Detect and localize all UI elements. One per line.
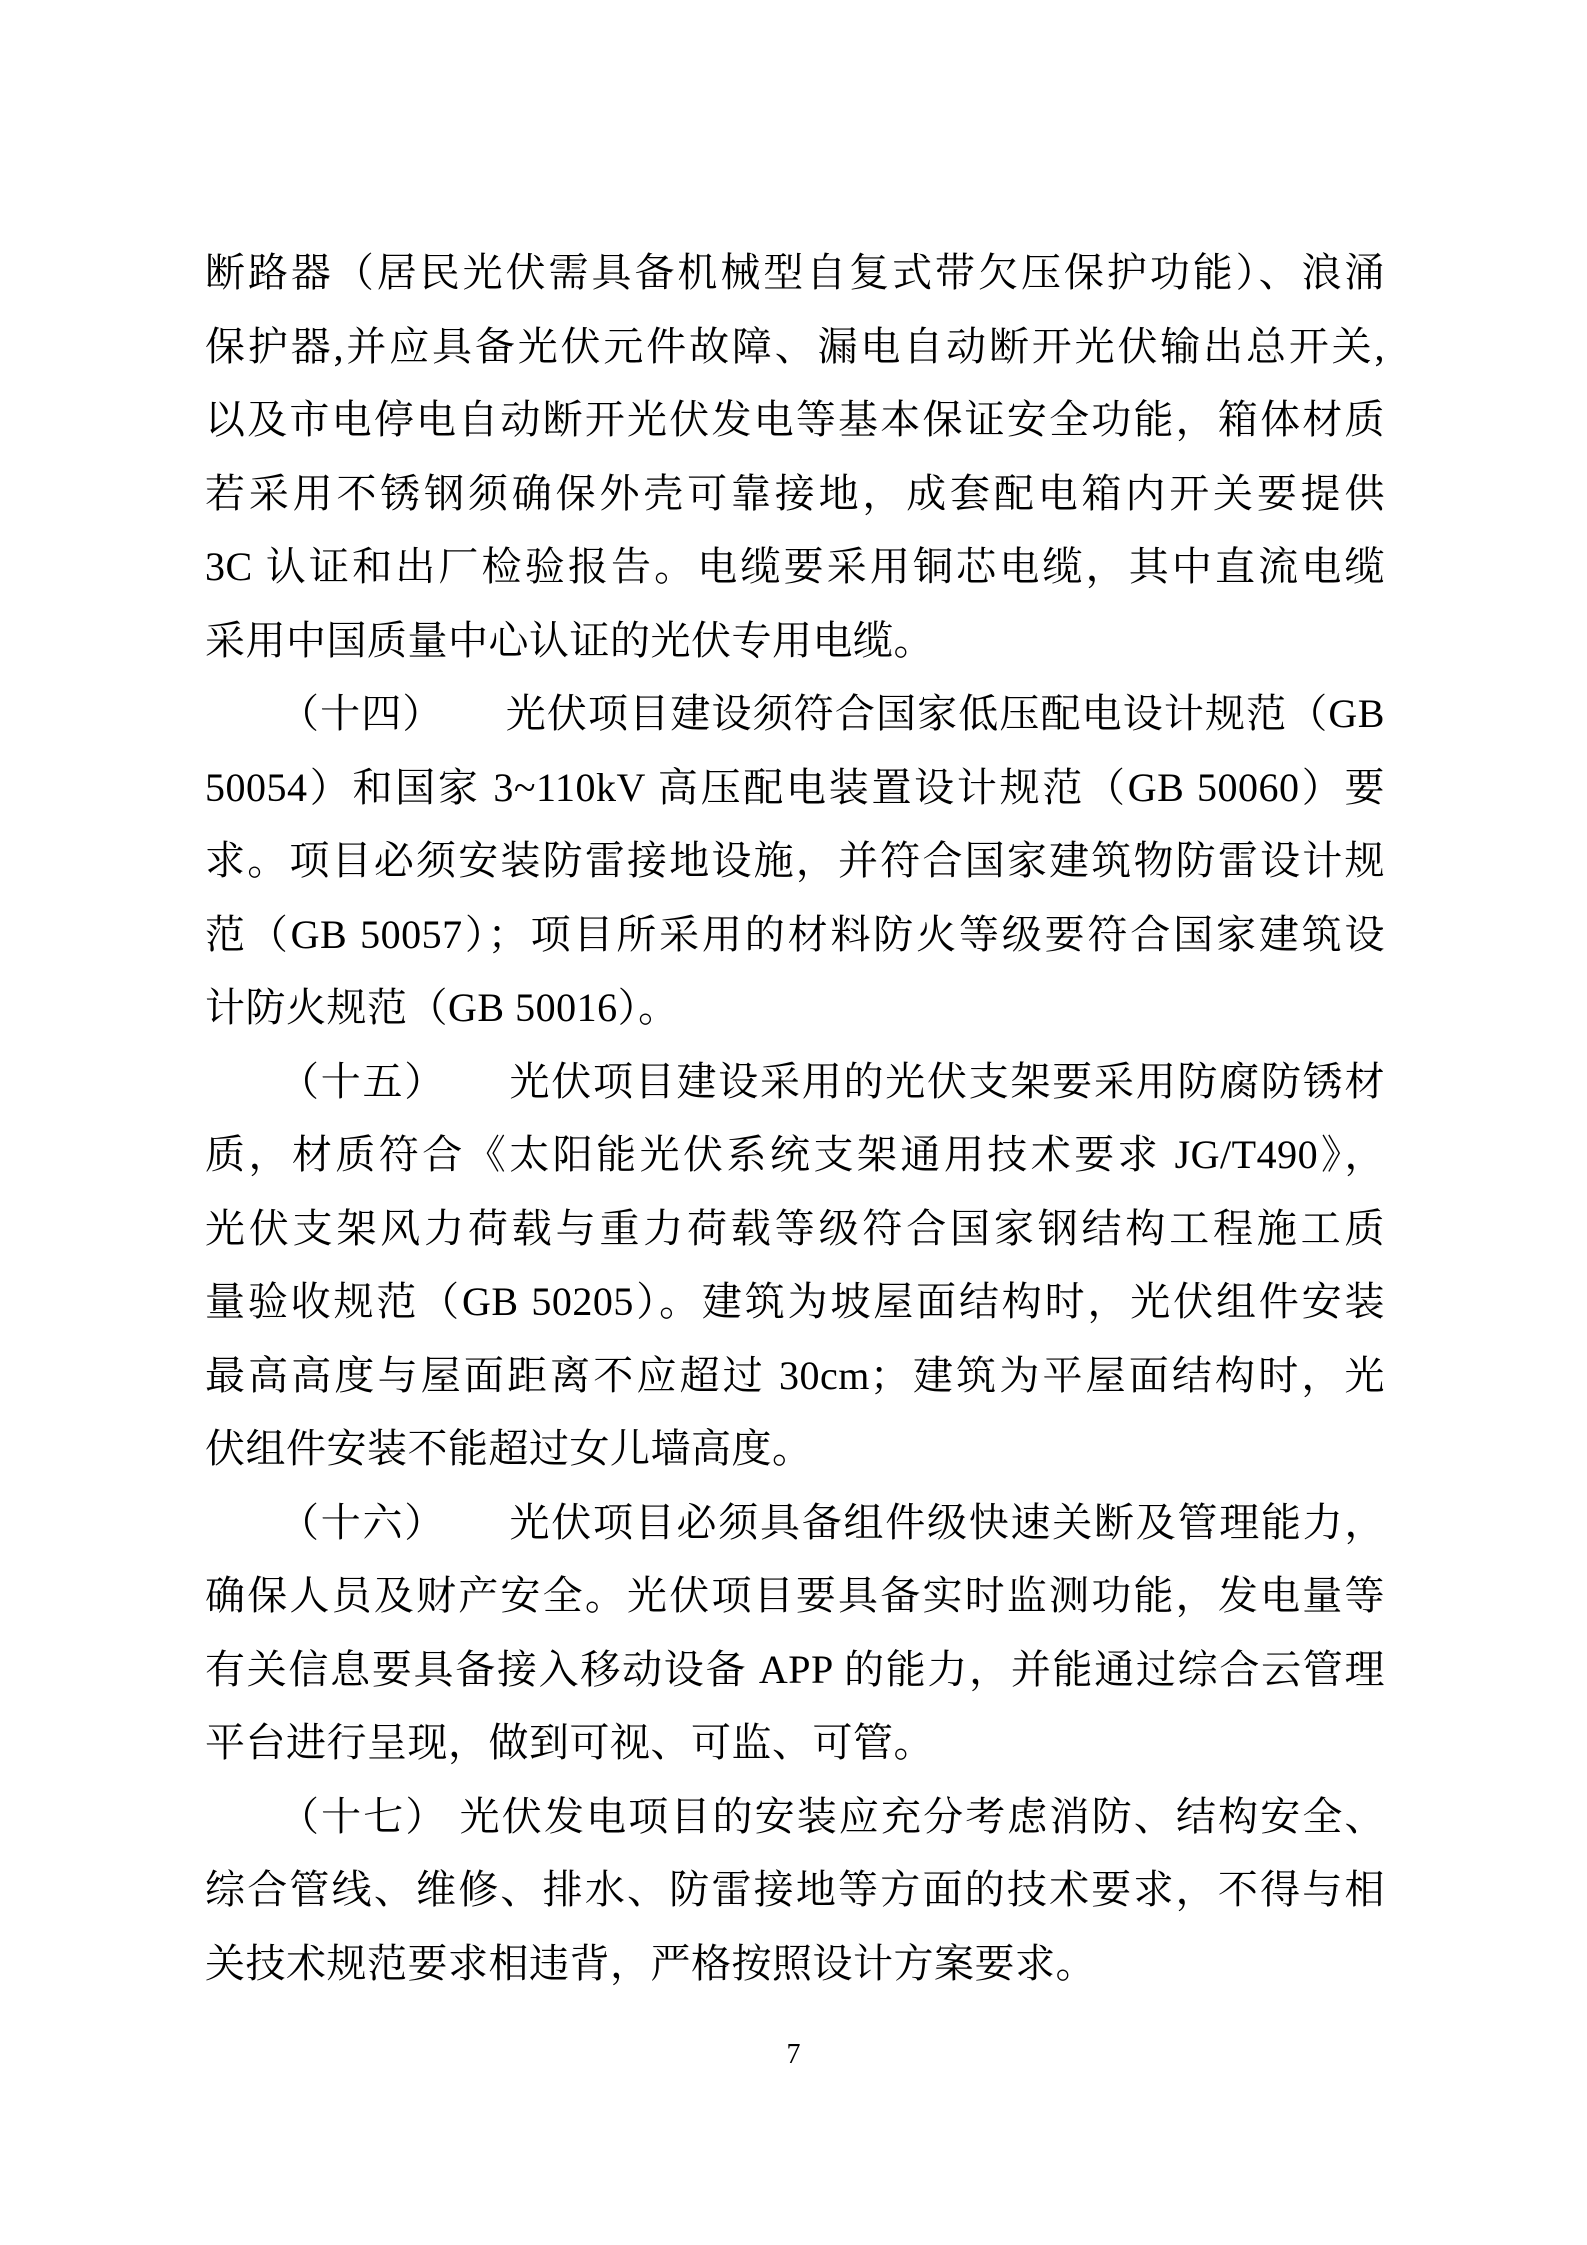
text-line: 50054）和国家 3~110kV 高压配电装置设计规范（GB 50060）要 xyxy=(205,764,1385,810)
text-line paragraph-start: （十七） 光伏发电项目的安装应充分考虑消防、结构安全、 xyxy=(279,1793,1385,1839)
text-line: 光伏支架风力荷载与重力荷载等级符合国家钢结构工程施工质 xyxy=(205,1205,1385,1251)
document-body-text xyxy=(205,236,1385,2000)
text-line paragraph-end: 关技术规范要求相违背，严格按照设计方案要求。 xyxy=(205,1940,1096,1986)
text-line: 质，材质符合《太阳能光伏系统支架通用技术要求 JG/T490》， xyxy=(205,1132,1385,1177)
page-number: 7 xyxy=(786,2039,801,2070)
text-line: 断路器（居民光伏需具备机械型自复式带欠压保护功能）、浪涌 xyxy=(205,250,1385,295)
text-line: 3C 认证和出厂检验报告。电缆要采用铜芯电缆，其中直流电缆 xyxy=(205,544,1385,589)
text-line paragraph-start: （十六） 光伏项目必须具备组件级快速关断及管理能力， xyxy=(279,1499,1385,1545)
text-line: 求。项目必须安装防雷接地设施，并符合国家建筑物防雷设计规 xyxy=(205,838,1385,883)
text-line: 确保人员及财产安全。光伏项目要具备实时监测功能，发电量等 xyxy=(205,1573,1385,1618)
text-line: 量验收规范（GB 50205）。建筑为坡屋面结构时，光伏组件安装 xyxy=(205,1279,1385,1324)
text-line paragraph-start: （十四） 光伏项目建设须符合国家低压配电设计规范（GB xyxy=(279,691,1385,736)
text-line paragraph-end: 采用中国质量中心认证的光伏专用电缆。 xyxy=(205,617,934,663)
text-line paragraph-end: 平台进行呈现，做到可视、可监、可管。 xyxy=(205,1720,934,1765)
text-line: 综合管线、维修、排水、防雷接地等方面的技术要求，不得与相 xyxy=(205,1867,1385,1912)
text-line paragraph-end: 计防火规范（GB 50016）。 xyxy=(205,985,679,1030)
text-line: 保护器,并应具备光伏元件故障、漏电自动断开光伏输出总开关, xyxy=(205,323,1385,369)
text-line: 范（GB 50057）；项目所采用的材料防火等级要符合国家建筑设 xyxy=(205,911,1385,957)
text-line: 有关信息要具备接入移动设备 APP 的能力，并能通过综合云管理 xyxy=(205,1646,1385,1692)
text-line paragraph-start: （十五） 光伏项目建设采用的光伏支架要采用防腐防锈材 xyxy=(279,1058,1385,1104)
text-line paragraph-end: 伏组件安装不能超过女儿墙高度。 xyxy=(205,1426,813,1471)
text-line: 以及市电停电自动断开光伏发电等基本保证安全功能，箱体材质 xyxy=(205,397,1385,442)
text-line: 最高高度与屋面距离不应超过 30cm；建筑为平屋面结构时，光 xyxy=(205,1352,1385,1398)
text-line: 若采用不锈钢须确保外壳可靠接地，成套配电箱内开关要提供 xyxy=(205,470,1385,516)
